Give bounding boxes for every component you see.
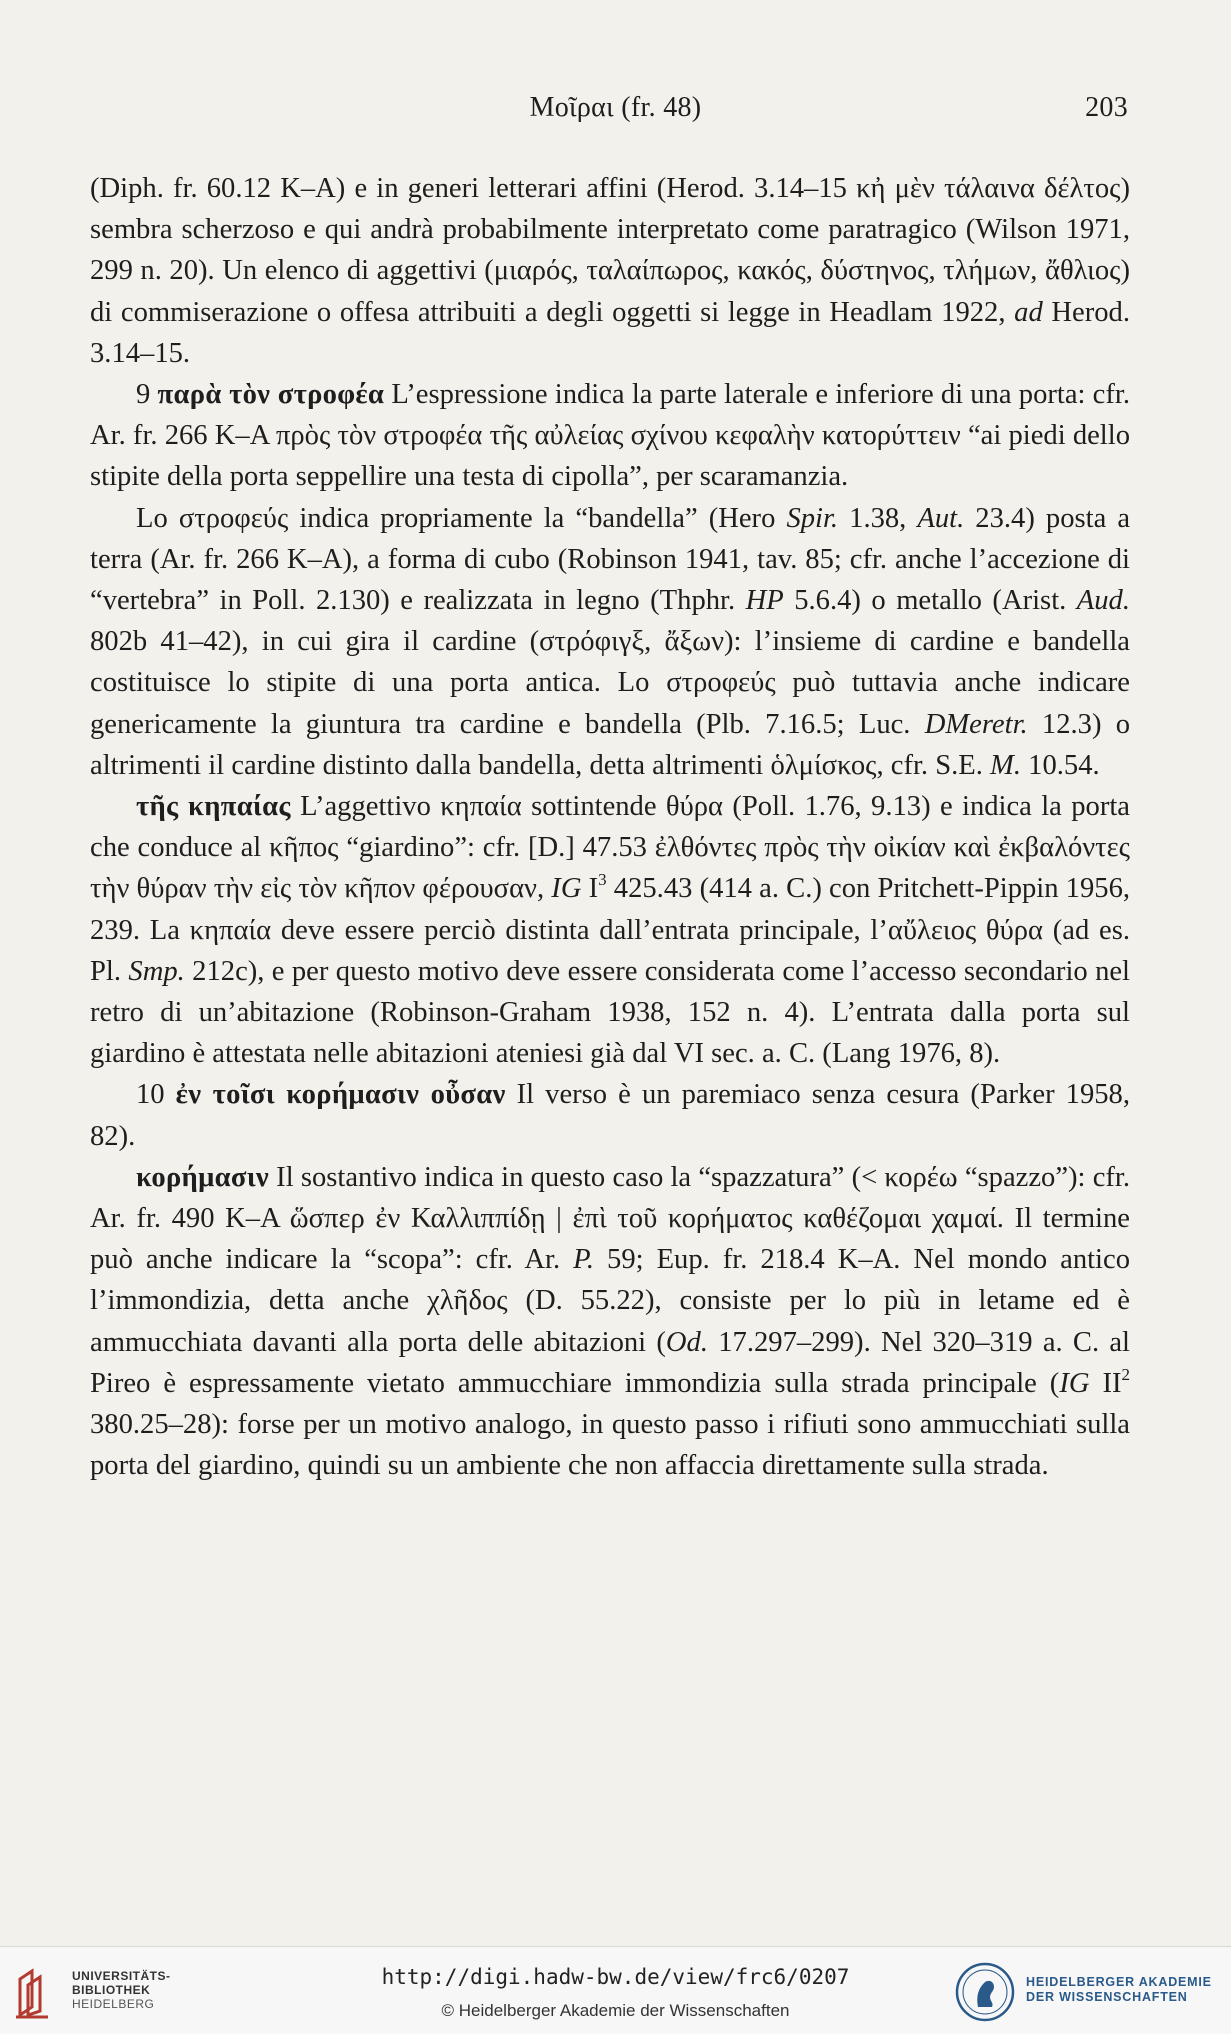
italic-citation: ad	[1014, 296, 1043, 328]
text-run: 12.3) o altrimenti il cardine distinto dalla bandella, detta altrimenti ὁλμίσκος, cfr. S.E.	[90, 708, 1131, 781]
italic-citation: DMeretr.	[924, 708, 1028, 740]
text-run: Herod. 3.14–15.	[90, 296, 1130, 369]
paragraph	[90, 786, 1130, 1074]
paragraph	[90, 1157, 1130, 1487]
paragraph	[90, 1074, 1130, 1156]
paragraph	[90, 168, 1130, 374]
library-line-2: BIBLIOTHEK	[72, 1983, 151, 1997]
text-run: Lo στροφεύς indica propriamente la “bandella” (Hero	[136, 502, 787, 534]
italic-citation: IG	[551, 873, 582, 905]
italic-citation: Od.	[665, 1326, 708, 1358]
text-run: Il sostantivo indica in questo caso la “spazzatura” (< κορέω “spazzo”): cfr. Ar. fr. 490 K–A ὥσπερ ἐν Καλλιππίδῃ | ἐπὶ τοῦ κορήματος καθέζομαι χαμαί. Il termine può anche indicare la “scopa”: cfr. Ar.	[90, 1161, 1130, 1276]
text-run: 17.297–299). Nel 320–319 a. C. al Pireo è espressamente vietato ammucchiare immondizia sulla strada principale (	[90, 1326, 1130, 1399]
text-run: 212c), e per questo motivo deve essere considerata come l’accesso secondario nel retro di un’abitazione (Robinson-Graham 1938, 152 n. 4). L’entrata dalla porta sul giardino è attestata nelle abitazioni ateniesi già dal VI sec. a. C. (Lang 1976, 8).	[90, 955, 1131, 1070]
lemma-heading: ἐν τοῖσι κορήμασιν οὖσαν	[175, 1079, 506, 1111]
academy-name	[1026, 1975, 1212, 2005]
text-run: 23.4) posta a terra (Ar. fr. 266 K–A), a forma di cubo (Robinson 1941, tav. 85; cfr. anche l’accezione di “vertebra” in Poll. 2.130) e realizzata in legno (Thphr.	[90, 502, 1131, 617]
viewer-footer	[0, 1946, 1231, 2034]
text-run: Il verso è un paremiaco senza cesura (Parker 1958, 82).	[90, 1079, 1130, 1152]
running-head-title: Μοῖραι (fr. 48)	[529, 92, 702, 123]
superscript: 3	[598, 870, 607, 890]
lemma-heading: παρὰ τὸν στροφέα	[157, 379, 385, 411]
text-run: 59; Eup. fr. 218.4 K–A. Nel mondo antico l’immondizia, detta anche χλῆδος (D. 55.22), consiste per lo più in letame ed è ammucchiata davanti alla porta delle abitazioni (	[90, 1244, 1130, 1358]
commentary-body	[90, 168, 1130, 1487]
paragraph	[90, 498, 1130, 786]
italic-citation: Aut.	[917, 502, 965, 534]
page-number: 203	[1085, 92, 1128, 123]
text-run: 802b 41–42), in cui gira il cardine (στρόφιγξ, ἄξων): l’insieme di cardine e bandella costituisce lo stipite di una porta antica. Lo στροφεύς può tuttavia anche indicare genericamente la giuntura tra cardine e bandella (Plb. 7.16.5; Luc.	[90, 626, 1130, 740]
italic-citation: Aud.	[1076, 585, 1130, 617]
italic-citation: M.	[990, 749, 1022, 781]
text-run: 380.25–28): forse per un motivo analogo, in questo passo i rifiuti sono ammucchiati sulla porta del giardino, quindi su un ambiente che non affaccia direttamente sulla strada.	[90, 1409, 1130, 1482]
academy-line-2: DER WISSENSCHAFTEN	[1026, 1990, 1188, 2004]
paragraph	[90, 374, 1130, 498]
academy-seal-icon[interactable]	[954, 1961, 1016, 2023]
lemma-heading: τῆς κηπαίας	[136, 791, 291, 823]
italic-citation: Smp.	[128, 955, 185, 987]
permalink-url[interactable]: http://digi.hadw-bw.de/view/frc6/0207	[381, 1965, 850, 1989]
library-line-1: UNIVERSITÄTS-	[72, 1969, 171, 1983]
italic-citation: Spir.	[786, 502, 839, 534]
text-run: 1.38,	[838, 502, 918, 534]
copyright-notice: © Heidelberger Akademie der Wissenschaften	[441, 2001, 790, 2020]
text-run: I	[581, 873, 599, 905]
text-run: L’espressione indica la parte laterale e inferiore di una porta: cfr. Ar. fr. 266 K–A πρὸς τὸν στροφέα τῆς αὐλείας σχίνου κεφαλὴν κατορύττειν “ai piedi dello stipite della porta seppellire una testa di cipolla”, per scaramanzia.	[90, 379, 1130, 493]
text-run: 10.54.	[1021, 749, 1100, 781]
superscript: 2	[1121, 1364, 1130, 1384]
text-run: L’aggettivo κηπαία sottintende θύρα (Poll. 1.76, 9.13) e indica la porta che conduce al κῆπος “giardino”: cfr. [D.] 47.53 ἐλθόντες πρὸς τὴν οἰκίαν καὶ ἐκβαλόντες τὴν θύραν τὴν εἰς τὸν κῆπον φέρουσαν,	[90, 791, 1130, 905]
text-run: II	[1089, 1367, 1122, 1399]
show-through-ghost	[110, 1580, 1110, 1880]
text-run: 425.43 (414 a. C.) con Pritchett-Pippin 1956, 239. La κηπαία deve essere perciò distinta dall’entrata principale, l’αὔλειος θύρα (ad es. Pl.	[90, 873, 1131, 987]
italic-citation: HP	[745, 585, 784, 617]
lemma-heading: κορήμασιν	[136, 1161, 269, 1193]
text-run: 5.6.4) o metallo (Arist.	[783, 585, 1077, 617]
verse-number: 9	[136, 379, 158, 411]
verse-number: 10	[136, 1079, 176, 1111]
library-line-3: HEIDELBERG	[72, 1997, 155, 2011]
text-run: (Diph. fr. 60.12 K–A) e in generi letterari affini (Herod. 3.14–15 κἠ μὲν τάλαινα δέλτος) sembra scherzoso e qui andrà probabilmente interpretato come paratragico (Wilson 1971, 299 n. 20). Un elenco di aggettivi (μιαρός, ταλαίπωρος, κακός, δύστηνος, τλήμων, ἄθλιος) di commiserazione o offesa attribuiti a degli oggetti si legge in Headlam 1922,	[90, 173, 1130, 328]
italic-citation: IG	[1059, 1367, 1090, 1399]
academy-line-1: HEIDELBERGER AKADEMIE	[1026, 1975, 1212, 1989]
italic-citation: P.	[573, 1244, 595, 1276]
